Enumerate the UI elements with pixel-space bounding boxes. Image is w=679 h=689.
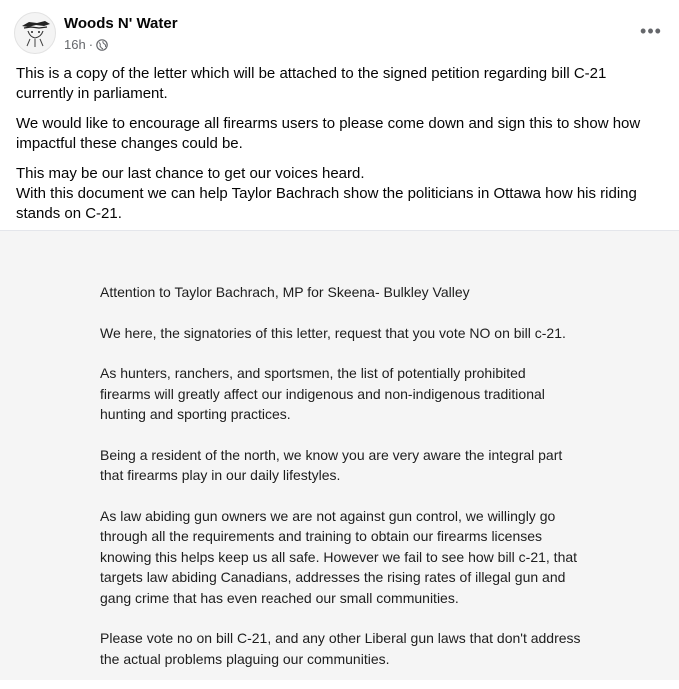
caption-paragraph — [16, 114, 666, 154]
letter-line: Being a resident of the north, we know you are very aware the integral part — [100, 446, 563, 463]
caption-paragraph — [16, 64, 666, 104]
letter-paragraph — [100, 363, 620, 425]
letter-text — [100, 282, 620, 689]
caption-line: currently in parliament. — [16, 85, 168, 102]
letter-line: firearms will greatly affect our indigenous and non-indigenous traditional — [100, 385, 545, 402]
meta-separator: · — [88, 37, 94, 52]
letter-line: Attention to Taylor Bachrach, MP for Skeena- Bulkley Valley — [100, 284, 470, 300]
post-caption — [16, 64, 666, 234]
globe-icon[interactable] — [96, 39, 108, 51]
letter-line: that firearms play in our daily lifestyles. — [100, 467, 341, 483]
letter-line: targets law abiding Canadians, addresses the rising rates of illegal gun and — [100, 569, 566, 585]
letter-paragraph — [100, 282, 620, 303]
letter-line: hunting and sporting practices. — [100, 406, 291, 422]
caption-line: With this document we can help Taylor Bachrach show the politicians in Ottawa how his riding — [16, 185, 637, 202]
page-name-link[interactable]: Woods N' Water — [64, 15, 178, 32]
caption-line: stands on C-21. — [16, 205, 122, 222]
post-header — [14, 12, 664, 56]
post-meta — [64, 37, 108, 52]
page-logo-icon — [15, 13, 55, 53]
letter-line: We here, the signatories of this letter, request that you vote NO on bill c-21. — [100, 324, 566, 341]
letter-paragraph — [100, 506, 620, 609]
caption-paragraph — [16, 164, 666, 224]
page-avatar[interactable] — [14, 12, 56, 54]
letter-image[interactable] — [0, 231, 679, 680]
post-timestamp[interactable]: 16h — [64, 37, 86, 52]
caption-line: impactful these changes could be. — [16, 135, 243, 152]
caption-line: We would like to encourage all firearms users to please come down and sign this to show how — [16, 115, 641, 132]
caption-line: This may be our last chance to get our voices heard. — [16, 165, 365, 182]
letter-line: As law abiding gun owners we are not against gun control, we willingly go — [100, 507, 556, 524]
letter-line: the actual problems plaguing our communities. — [100, 650, 390, 667]
letter-line: gang crime that has even reached our small communities. — [100, 589, 459, 606]
letter-paragraph — [100, 445, 620, 486]
letter-line: As hunters, ranchers, and sportsmen, the list of potentially prohibited — [100, 365, 526, 381]
letter-paragraph — [100, 323, 620, 344]
letter-line: knowing this helps keep us all safe. However we fail to see how bill c-21, that — [100, 548, 578, 565]
letter-line: through all the requirements and training to obtain our firearms licenses — [100, 528, 543, 544]
letter-line: Please vote no on bill C-21, and any other Liberal gun laws that don't address — [100, 630, 581, 646]
caption-line: This is a copy of the letter which will be attached to the signed petition regarding bill C-21 — [16, 65, 607, 82]
more-options-icon[interactable]: ••• — [640, 20, 662, 41]
letter-paragraph — [100, 628, 620, 669]
